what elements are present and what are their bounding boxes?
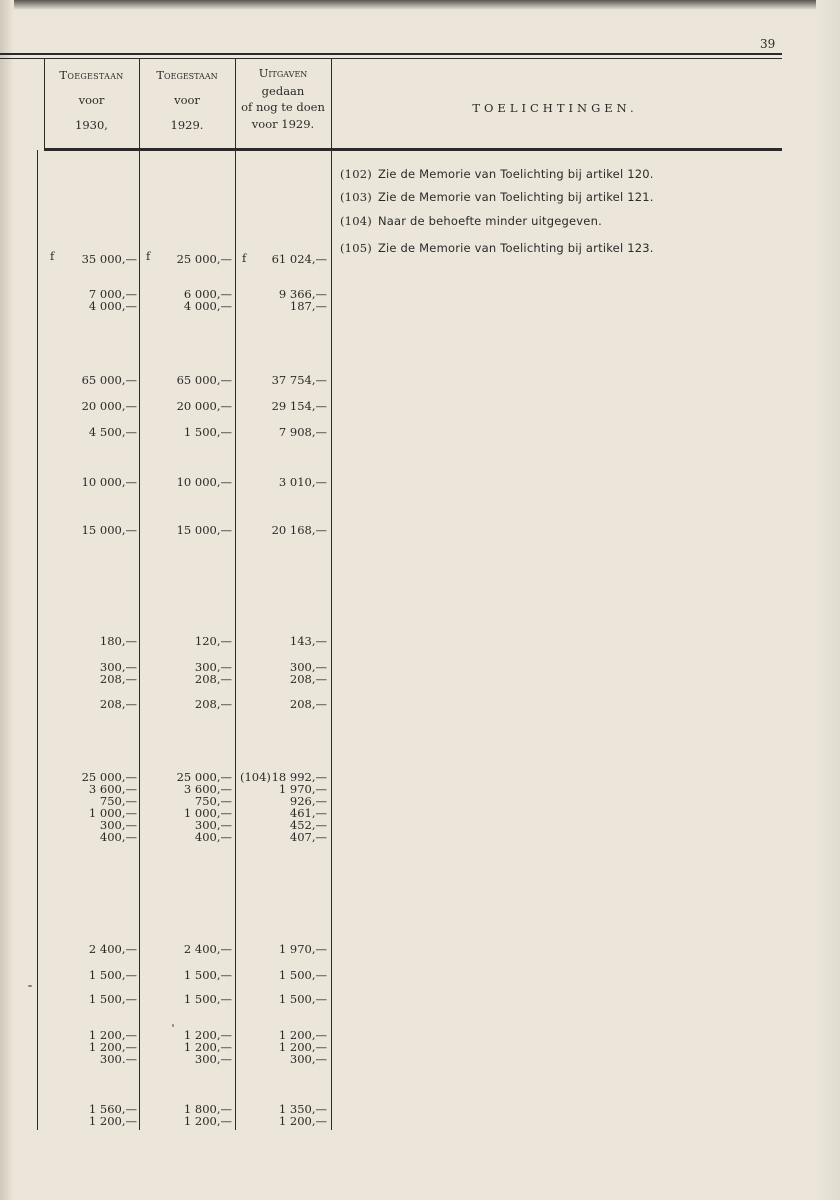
column-line-1 xyxy=(139,58,140,1130)
currency-mark-col3: f xyxy=(242,251,247,265)
header-col-uitgaven xyxy=(235,68,331,130)
table-cell: 1 200,— xyxy=(88,1114,137,1128)
table-cell: 300.— xyxy=(99,1052,137,1066)
header-col-1929-year: 1929. xyxy=(170,118,204,132)
table-cell: 25 000,— xyxy=(176,252,232,266)
header-rule xyxy=(44,148,782,151)
table-cell: 1 200,— xyxy=(183,1114,232,1128)
header-col-1930 xyxy=(44,70,139,132)
table-cell: 1 500,— xyxy=(183,968,232,982)
table-cell: 61 024,— xyxy=(271,252,327,266)
table-cell: 1 350,— xyxy=(278,1102,327,1116)
table-cell: 1 970,— xyxy=(278,782,327,796)
table-cell: 1 800,— xyxy=(183,1102,232,1116)
column-line-left-lower xyxy=(37,150,38,1130)
note-item xyxy=(340,241,654,255)
table-cell: 10 000,— xyxy=(81,475,137,489)
table-cell: 20 168,— xyxy=(271,523,327,537)
table-cell: 4 000,— xyxy=(88,299,137,313)
header-col-1929 xyxy=(139,70,235,132)
table-cell: 3 600,— xyxy=(183,782,232,796)
paper-speck xyxy=(28,985,32,987)
top-rule-thick xyxy=(0,53,782,55)
table-cell: 1 500,— xyxy=(278,968,327,982)
table-cell: 208,— xyxy=(194,672,232,686)
table-cell: 1 500,— xyxy=(278,992,327,1006)
page-right-edge xyxy=(816,0,840,1200)
note-number: (102) xyxy=(340,167,372,181)
header-col-uitgaven-gedaan: gedaan xyxy=(261,83,305,98)
page-number: 39 xyxy=(760,37,776,51)
table-cell: 143,— xyxy=(289,634,327,648)
column-line-3 xyxy=(331,58,332,1130)
table-cell: 15 000,— xyxy=(176,523,232,537)
header-col-1930-voor: voor xyxy=(78,92,105,107)
table-cell: 9 366,— xyxy=(278,287,327,301)
header-col-1930-title: Toegestaan xyxy=(59,68,124,82)
table-cell: 461,— xyxy=(289,806,327,820)
table-cell: 400,— xyxy=(194,830,232,844)
table-cell: 750,— xyxy=(99,794,137,808)
note-reference: (104) xyxy=(240,770,271,784)
table-cell: 35 000,— xyxy=(81,252,137,266)
table-cell: 3 010,— xyxy=(278,475,327,489)
table-cell: 29 154,— xyxy=(271,399,327,413)
table-cell: 1 200,— xyxy=(183,1028,232,1042)
table-cell: 926,— xyxy=(289,794,327,808)
table-cell: 120,— xyxy=(194,634,232,648)
note-item xyxy=(340,214,602,228)
table-cell: 3 600,— xyxy=(88,782,137,796)
table-cell: 7 000,— xyxy=(88,287,137,301)
note-item xyxy=(340,167,654,181)
table-cell: 6 000,— xyxy=(183,287,232,301)
table-cell: 400,— xyxy=(99,830,137,844)
table-cell: 65 000,— xyxy=(81,373,137,387)
header-col-1929-title: Toegestaan xyxy=(156,68,218,82)
table-cell: 65 000,— xyxy=(176,373,232,387)
table-cell: 1 970,— xyxy=(278,942,327,956)
currency-mark-col1: f xyxy=(50,249,55,263)
table-cell: 208,— xyxy=(289,672,327,686)
table-cell: 407,— xyxy=(289,830,327,844)
table-cell: 300,— xyxy=(99,818,137,832)
table-cell: 1 500,— xyxy=(183,425,232,439)
table-cell: 300,— xyxy=(289,1052,327,1066)
table-cell: 1 000,— xyxy=(88,806,137,820)
table-cell: 1 200,— xyxy=(88,1028,137,1042)
table-cell: 37 754,— xyxy=(271,373,327,387)
table-cell: 4 000,— xyxy=(183,299,232,313)
table-cell: 300,— xyxy=(194,818,232,832)
table-cell: 300,— xyxy=(289,660,327,674)
note-text: Zie de Memorie van Toelichting bij artikel 120. xyxy=(377,167,654,181)
table-cell: 300,— xyxy=(194,660,232,674)
table-cell: 2 400,— xyxy=(88,942,137,956)
table-cell: 7 908,— xyxy=(278,425,327,439)
table-cell: 20 000,— xyxy=(176,399,232,413)
page-top-shadow xyxy=(0,0,840,10)
table-cell: 300,— xyxy=(194,1052,232,1066)
table-cell: 1 200,— xyxy=(183,1040,232,1054)
note-number: (105) xyxy=(340,241,372,255)
column-line-2 xyxy=(235,58,236,1130)
table-cell: 20 000,— xyxy=(81,399,137,413)
table-cell: 15 000,— xyxy=(81,523,137,537)
table-cell: 1 500,— xyxy=(88,992,137,1006)
table-cell: 10 000,— xyxy=(176,475,232,489)
table-cell: 1 200,— xyxy=(278,1028,327,1042)
currency-mark-col2: f xyxy=(146,249,151,263)
note-number: (104) xyxy=(340,214,372,228)
header-col-uitgaven-title: Uitgaven xyxy=(258,66,308,80)
table-cell: 25 000,— xyxy=(81,770,137,784)
header-col-uitgaven-doen: of nog te doen xyxy=(241,100,325,114)
table-cell: 18 992,— xyxy=(271,770,327,784)
table-cell: 2 400,— xyxy=(183,942,232,956)
table-cell: 4 500,— xyxy=(88,425,137,439)
table-cell: 1 560,— xyxy=(88,1102,137,1116)
note-text: Naar de behoefte minder uitgegeven. xyxy=(377,214,602,228)
header-toelichtingen: TOELICHTINGEN. xyxy=(472,101,638,115)
table-cell: 208,— xyxy=(194,697,232,711)
header-col-1929-voor: voor xyxy=(174,92,200,107)
table-cell: 1 000,— xyxy=(183,806,232,820)
note-text: Zie de Memorie van Toelichting bij artikel 121. xyxy=(377,190,654,204)
top-rule-thin xyxy=(0,58,782,59)
table-cell: 187,— xyxy=(289,299,327,313)
table-cell: 750,— xyxy=(194,794,232,808)
table-cell: 208,— xyxy=(99,697,137,711)
table-cell: 180,— xyxy=(99,634,137,648)
table-cell: 1 500,— xyxy=(183,992,232,1006)
note-text: Zie de Memorie van Toelichting bij artikel 123. xyxy=(377,241,654,255)
table-cell: 208,— xyxy=(99,672,137,686)
table-cell: 452,— xyxy=(289,818,327,832)
note-item xyxy=(340,190,654,204)
table-cell: 1 200,— xyxy=(88,1040,137,1054)
header-col-uitgaven-year: voor 1929. xyxy=(251,116,315,131)
table-cell: 300,— xyxy=(99,660,137,674)
paper-speck xyxy=(172,1024,174,1027)
table-cell: 1 500,— xyxy=(88,968,137,982)
header-col-1930-year: 1930, xyxy=(75,118,108,132)
page-left-shadow xyxy=(0,0,14,1200)
table-cell: 208,— xyxy=(289,697,327,711)
table-cell: 25 000,— xyxy=(176,770,232,784)
table-cell: 1 200,— xyxy=(278,1114,327,1128)
note-number: (103) xyxy=(340,190,372,204)
table-cell: 1 200,— xyxy=(278,1040,327,1054)
